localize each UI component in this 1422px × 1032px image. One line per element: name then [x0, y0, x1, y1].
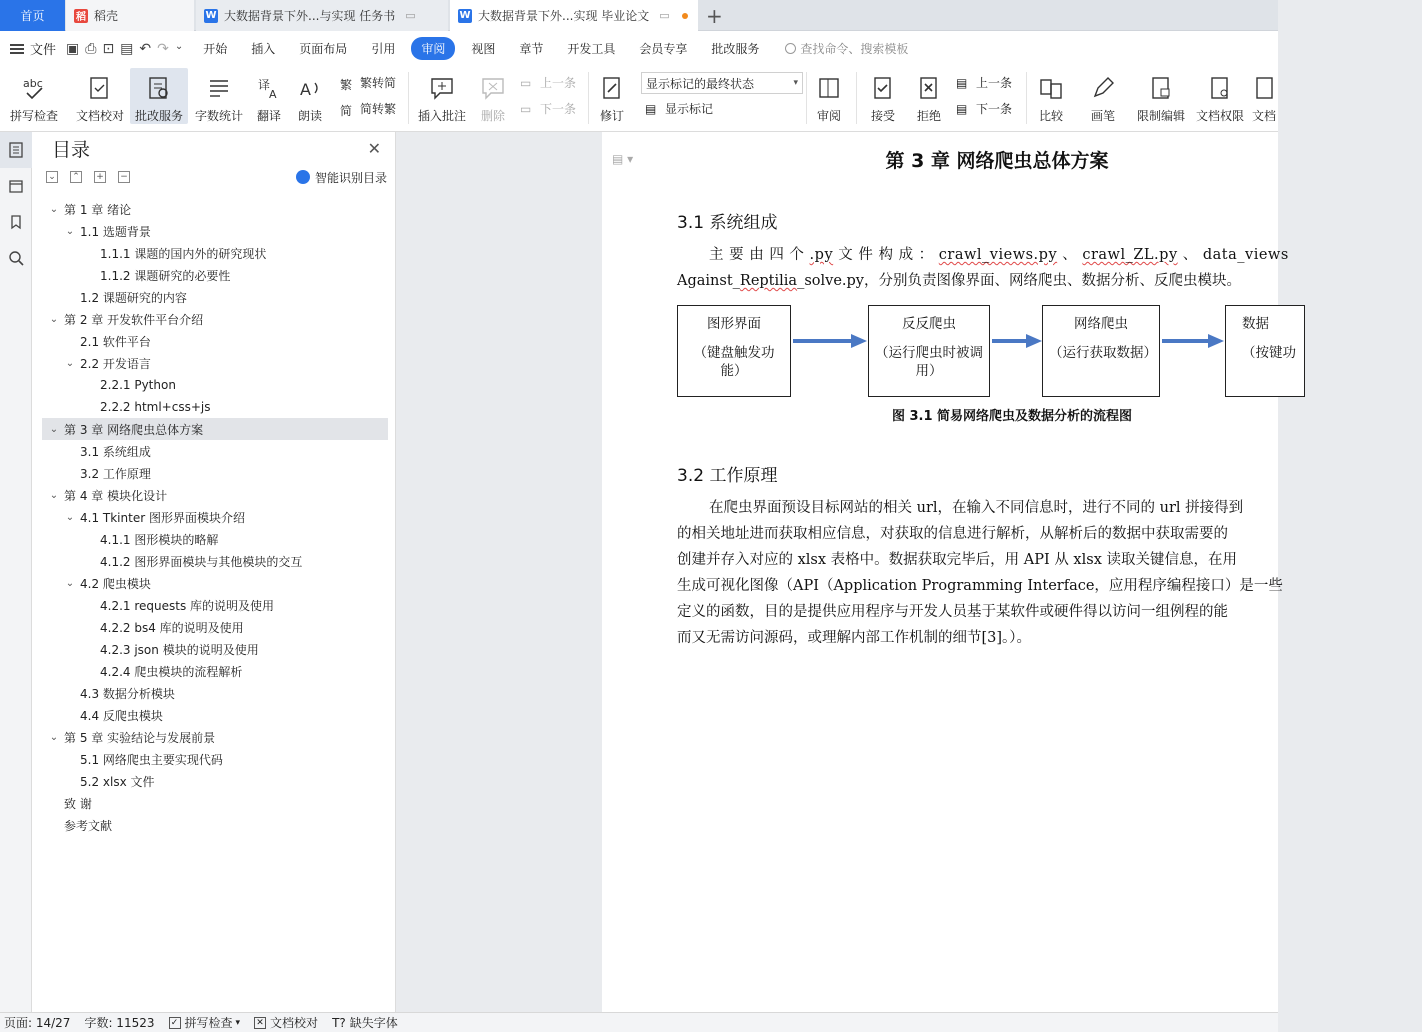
track-changes-icon — [599, 75, 625, 101]
next-comment-button[interactable] — [520, 100, 576, 117]
flow-arrow — [791, 332, 869, 350]
undo-icon[interactable]: ↶ — [139, 40, 152, 57]
doc-proof-icon — [87, 75, 113, 101]
redo-icon[interactable]: ↷ — [157, 40, 169, 57]
prev-change-icon: ▤ — [956, 75, 968, 90]
missing-font-label: 缺失字体 — [349, 1016, 398, 1030]
chapter-title: 第 3 章 网络爬虫总体方案 — [885, 150, 1109, 172]
toc-item-label: 2.1 软件平台 — [80, 334, 151, 349]
toc-item-label: 1.1.1 课题的国内外的研究现状 — [100, 246, 267, 261]
compare-button[interactable] — [1032, 68, 1070, 124]
toc-item[interactable] — [42, 572, 388, 594]
paragraph-line: 在爬虫界面预设目标网站的相关 url，在输入不同信息时，进行不同的 url 拼接得到 — [709, 500, 1244, 516]
word-count-label: 字数统计 — [194, 109, 243, 123]
track-changes-button[interactable] — [594, 68, 630, 124]
toc-item-label: 第 1 章 绪论 — [64, 202, 132, 217]
section-title: 3.2 工作原理 — [677, 466, 778, 486]
trad-simp-icon: 繁 — [340, 77, 353, 92]
correction-service-icon — [146, 75, 172, 101]
lock-doc-icon — [1148, 75, 1174, 101]
flow-box-title: 反反爬虫 — [902, 316, 956, 332]
word-count-button[interactable] — [192, 68, 246, 124]
quick-access-toolbar — [66, 41, 183, 57]
doc-more-label: 文档 — [1252, 109, 1277, 123]
text-run: 主 要 由 四 个 — [709, 247, 810, 263]
section-title: 3.1 系统组成 — [677, 213, 778, 233]
restrict-edit-button[interactable] — [1134, 68, 1188, 124]
read-aloud-icon — [297, 75, 323, 101]
toc-item[interactable] — [42, 594, 388, 616]
pen-label: 画笔 — [1090, 109, 1115, 123]
save-icon[interactable]: ▣ — [66, 40, 80, 57]
ribbon-separator — [588, 72, 589, 124]
page-layout-icon[interactable]: ▤ ▾ — [612, 152, 634, 166]
review-pane-label: 审阅 — [816, 109, 841, 123]
smart-toc-button[interactable] — [296, 169, 387, 186]
chevron-down-icon[interactable]: ⌄ — [49, 731, 59, 743]
toc-header — [32, 132, 395, 164]
pen-icon — [1090, 75, 1116, 101]
accept-icon — [870, 75, 896, 101]
markup-status-value: 显示标记的最终状态 — [646, 76, 755, 91]
reject-icon — [916, 75, 942, 101]
toc-item-label: 1.1.2 课题研究的必要性 — [100, 268, 231, 283]
chevron-down-icon[interactable]: ⌄ — [49, 489, 59, 501]
toc-item-label: 第 5 章 实验结论与发展前景 — [64, 730, 216, 745]
text-run: 、 — [1177, 247, 1203, 263]
text-run: 文 件 构 成 ： — [833, 247, 934, 263]
accept-label: 接受 — [870, 109, 895, 123]
chevron-down-icon[interactable]: ⌄ — [49, 423, 59, 435]
tab-thesis-doc[interactable] — [450, 0, 698, 31]
toc-item-label: 1.1 选题背景 — [80, 224, 151, 239]
spell-check-icon — [21, 75, 47, 101]
delete-comment-button[interactable] — [474, 68, 512, 124]
next-change-label: 下一条 — [976, 102, 1013, 116]
menu-bar — [0, 31, 1278, 66]
markup-status-select[interactable] — [641, 72, 803, 94]
show-markup-icon: ▤ — [645, 101, 657, 116]
toc-item-label: 4.2.4 爬虫模块的流程解析 — [100, 664, 243, 679]
flow-box — [1042, 305, 1160, 397]
toc-item-label: 5.1 网络爬虫主要实现代码 — [80, 752, 223, 767]
tab-home[interactable]: 首页 — [0, 0, 65, 31]
next-change-button[interactable] — [956, 100, 1012, 117]
prev-comment-icon: ▭ — [520, 75, 532, 90]
toc-item-label: 4.1 Tkinter 图形界面模块介绍 — [80, 510, 245, 525]
pen-button[interactable] — [1084, 68, 1122, 124]
expand-all-icon[interactable]: ⌄ — [46, 171, 58, 183]
word-count-icon — [206, 75, 232, 101]
translate-label: 翻译 — [256, 109, 281, 123]
flow-arrow — [990, 332, 1044, 350]
toc-item[interactable] — [42, 308, 388, 330]
toc-item-label: 4.2.3 json 模块的说明及使用 — [100, 642, 259, 657]
hamburger-icon — [10, 44, 24, 54]
paragraph-line: 的相关地址进而获取相应信息，对获取的信息进行解析，从解析后的数据中获取需要的 — [677, 526, 1228, 542]
new-tab-button[interactable]: + — [706, 4, 723, 28]
text-run: 、 — [1057, 247, 1083, 263]
spell-check-button[interactable] — [4, 68, 64, 124]
toc-panel-icon[interactable] — [0, 132, 32, 168]
flow-box — [677, 305, 791, 397]
toc-item[interactable] — [42, 682, 388, 704]
tab-task-doc-label: 大数据背景下外...与实现 任务书 — [224, 9, 396, 23]
toc-item[interactable] — [42, 484, 388, 506]
compare-icon — [1038, 75, 1064, 101]
flow-box-title: 网络爬虫 — [1074, 316, 1128, 332]
prev-comment-button[interactable] — [520, 74, 576, 91]
flow-box-title: 图形界面 — [707, 316, 761, 332]
toc-item[interactable] — [42, 770, 388, 792]
toc-item[interactable] — [42, 704, 388, 726]
menu-review[interactable]: 审阅 — [411, 37, 455, 60]
file-menu-label: 文件 — [30, 43, 57, 58]
screen-icon: ▭ — [405, 9, 416, 22]
menu-correction[interactable]: 批改服务 — [711, 42, 760, 56]
document-page[interactable] — [602, 132, 1296, 1012]
toc-item-label: 参考文献 — [64, 818, 113, 833]
toc-item[interactable] — [42, 220, 388, 242]
flow-box-desc: （按键功 — [1242, 345, 1296, 361]
toc-item[interactable] — [42, 814, 388, 836]
text-run: _solve.py — [797, 273, 864, 289]
svg-text:A: A — [300, 80, 311, 99]
paragraph-line: 而又无需访问源码，或理解内部工作机制的细节[3]。）。 — [677, 630, 1032, 646]
close-icon[interactable]: ✕ — [367, 138, 381, 158]
doc-permission-button[interactable] — [1194, 68, 1246, 124]
paragraph-line — [677, 268, 1241, 294]
export-pdf-icon[interactable]: ▤ — [120, 40, 134, 57]
proof-icon: ✕ — [254, 1017, 266, 1029]
ribbon-toolbar — [0, 66, 1278, 132]
command-search[interactable] — [785, 40, 908, 57]
text-run: Reptilia — [739, 273, 798, 289]
toc-item[interactable] — [42, 198, 388, 220]
tab-task-doc[interactable] — [196, 0, 448, 31]
spell-check-status-label: 拼写检查 — [184, 1016, 233, 1030]
toc-item[interactable] — [42, 528, 388, 550]
review-pane-button[interactable] — [810, 68, 848, 124]
toc-item-label: 2.2.2 html+css+js — [100, 400, 211, 414]
menu-developer[interactable]: 开发工具 — [567, 42, 616, 56]
translate-button[interactable] — [250, 68, 288, 124]
toc-item[interactable] — [42, 264, 388, 286]
dropdown-arrow-icon: ▾ — [235, 1017, 241, 1028]
toc-item[interactable] — [42, 550, 388, 572]
spell-check-label: 拼写检查 — [9, 109, 58, 123]
next-comment-label: 下一条 — [540, 102, 577, 116]
toc-item-label: 4.3 数据分析模块 — [80, 686, 175, 701]
trad-to-simp-label: 繁转简 — [360, 76, 397, 90]
daoke-icon: 稻 — [74, 9, 88, 23]
show-markup-button[interactable] — [645, 100, 713, 117]
tab-bar — [0, 0, 1278, 31]
toc-title: 目录 — [52, 138, 91, 161]
toc-controls — [32, 164, 395, 190]
toc-item-label: 第 4 章 模块化设计 — [64, 488, 168, 503]
toc-item[interactable] — [42, 726, 388, 748]
restrict-edit-label: 限制编辑 — [1136, 109, 1185, 123]
toc-item-label: 3.1 系统组成 — [80, 444, 151, 459]
ribbon-separator — [856, 72, 857, 124]
add-level-icon[interactable]: + — [94, 171, 106, 183]
toc-item-label: 4.2 爬虫模块 — [80, 576, 151, 591]
checkbox-icon: ✓ — [169, 1017, 181, 1029]
word-count-indicator[interactable]: 字数: 11523 — [84, 1016, 155, 1030]
toc-item[interactable] — [42, 462, 388, 484]
flow-box-title: 数据 — [1242, 316, 1269, 332]
file-menu[interactable] — [0, 39, 62, 58]
writer-doc-icon: W — [205, 10, 217, 21]
next-change-icon: ▤ — [956, 101, 968, 116]
show-markup-label: 显示标记 — [665, 102, 714, 116]
correction-service-label: 批改服务 — [134, 109, 183, 123]
paragraph-line — [709, 242, 1289, 268]
screen-icon: ▭ — [659, 9, 670, 22]
paragraph-line: 定义的函数，目的是提供应用程序与开发人员基于某软件或硬件得以访问一组例程的能 — [677, 604, 1228, 620]
figure-caption: 图 3.1 简易网络爬虫及数据分析的流程图 — [891, 409, 1133, 424]
flow-arrow — [1160, 332, 1226, 350]
review-pane-icon — [816, 75, 842, 101]
menu-reference[interactable]: 引用 — [371, 42, 396, 56]
missing-font-button[interactable] — [332, 1014, 398, 1031]
toc-item-label: 致 谢 — [64, 796, 92, 811]
print-icon[interactable]: ⎙ — [85, 40, 97, 57]
toc-item[interactable] — [42, 638, 388, 660]
delete-comment-icon — [480, 75, 506, 101]
toc-item-label: 4.1.1 图形模块的略解 — [100, 532, 219, 547]
next-comment-icon: ▭ — [520, 101, 532, 116]
toc-item[interactable] — [42, 792, 388, 814]
smart-toc-label: 智能识别目录 — [314, 170, 387, 185]
page-indicator[interactable]: 页面: 14/27 — [4, 1016, 71, 1030]
toc-list — [42, 198, 388, 836]
left-sidebar-strip — [0, 132, 32, 1012]
tab-thesis-doc-label: 大数据背景下外...实现 毕业论文 — [478, 9, 650, 23]
search-icon[interactable] — [0, 240, 32, 276]
prev-change-button[interactable] — [956, 74, 1012, 91]
correction-service-button[interactable] — [130, 68, 188, 124]
toc-item[interactable] — [42, 396, 388, 418]
text-run: data_views — [1202, 247, 1289, 263]
flow-box — [868, 305, 990, 397]
doc-proof-toggle[interactable] — [254, 1014, 318, 1031]
toc-item[interactable] — [42, 330, 388, 352]
toc-item[interactable] — [42, 374, 388, 396]
svg-text:译: 译 — [258, 78, 271, 92]
menu-member[interactable]: 会员专享 — [639, 42, 688, 56]
toc-item[interactable] — [42, 440, 388, 462]
doc-proof-button[interactable] — [72, 68, 128, 124]
search-icon — [785, 43, 796, 54]
missing-font-icon: T? — [332, 1015, 346, 1030]
simp-to-trad-label: 简转繁 — [360, 102, 397, 116]
text-run: .py — [809, 247, 834, 263]
toc-item-label: 2.2.1 Python — [100, 378, 176, 392]
spell-check-toggle[interactable] — [169, 1014, 241, 1031]
text-run: crawl_ZL.py — [1082, 247, 1178, 263]
paragraph-line: 生成可视化图像（API（Application Programming Interface，应用程序编程接口）是一些 — [677, 578, 1283, 594]
track-changes-label: 修订 — [599, 109, 624, 123]
read-aloud-label: 朗读 — [297, 109, 322, 123]
unsaved-dot — [682, 13, 688, 19]
ribbon-separator — [1026, 72, 1027, 124]
print-preview-icon[interactable]: ⊡ — [102, 40, 115, 57]
toc-item-label: 5.2 xlsx 文件 — [80, 774, 155, 789]
toc-item[interactable] — [42, 506, 388, 528]
toc-item[interactable] — [42, 352, 388, 374]
menu-chapter[interactable]: 章节 — [519, 42, 544, 56]
toc-item-label: 第 3 章 网络爬虫总体方案 — [64, 422, 204, 437]
toc-item-label: 4.2.2 bs4 库的说明及使用 — [100, 620, 244, 635]
translate-icon — [256, 75, 282, 101]
toc-panel — [32, 132, 396, 1012]
chevron-down-icon[interactable]: ⌄ — [49, 203, 59, 215]
prev-comment-label: 上一条 — [540, 76, 577, 90]
ribbon-separator — [806, 72, 807, 124]
chevron-down-icon[interactable]: ⌄ — [65, 511, 75, 523]
doc-more-icon — [1252, 75, 1278, 101]
flow-box-desc: （运行爬虫时被调用） — [875, 345, 983, 379]
delete-comment-label: 删除 — [480, 109, 505, 123]
writer-doc-icon: W — [459, 10, 471, 21]
insert-comment-label: 插入批注 — [417, 109, 466, 123]
toc-item-label: 4.2.1 requests 库的说明及使用 — [100, 598, 275, 613]
doc-permission-label: 文档权限 — [1195, 109, 1244, 123]
toc-item-label: 第 2 章 开发软件平台介绍 — [64, 312, 204, 327]
simp-trad-icon: 简 — [340, 103, 353, 118]
read-aloud-button[interactable] — [292, 68, 328, 124]
flow-box-desc: （运行获取数据） — [1049, 345, 1157, 361]
trad-to-simp-button[interactable] — [340, 74, 396, 91]
toc-item-label: 4.1.2 图形界面模块与其他模块的交互 — [100, 554, 303, 569]
doc-more-button[interactable] — [1252, 68, 1278, 124]
flow-box-desc: （键盘触发功能） — [693, 345, 775, 379]
flow-box — [1225, 305, 1305, 397]
toc-item[interactable] — [42, 418, 388, 440]
doc-proof-status-label: 文档校对 — [270, 1016, 319, 1030]
chevron-down-icon[interactable]: ⌄ — [65, 225, 75, 237]
toc-item-label: 4.4 反爬虫模块 — [80, 708, 163, 723]
menu-insert[interactable]: 插入 — [251, 42, 276, 56]
toc-item[interactable] — [42, 286, 388, 308]
text-run: Against_ — [677, 273, 740, 289]
svg-text:A: A — [269, 88, 277, 101]
chevron-down-icon[interactable]: ⌄ — [65, 357, 75, 369]
text-run: crawl_views.py — [938, 247, 1058, 263]
toc-item[interactable] — [42, 660, 388, 682]
menu-view[interactable]: 视图 — [471, 42, 496, 56]
tab-daoke-label: 稻壳 — [94, 9, 119, 23]
menu-start[interactable]: 开始 — [203, 42, 228, 56]
customize-chevron-icon[interactable]: ⌄ — [174, 40, 184, 52]
comment-icon — [429, 75, 455, 101]
reject-label: 拒绝 — [916, 109, 941, 123]
dropdown-arrow-icon: ▾ — [793, 78, 798, 88]
simp-to-trad-button[interactable] — [340, 100, 396, 117]
command-search-placeholder: 查找命令、搜索模板 — [800, 42, 909, 56]
doc-permission-icon — [1207, 75, 1233, 101]
toc-item[interactable] — [42, 748, 388, 770]
ribbon-separator — [408, 72, 409, 124]
paragraph-line: 创建并存入对应的 xlsx 表格中。数据获取完毕后，用 API 从 xlsx 读取关键信息，在用 — [677, 552, 1237, 568]
toc-item[interactable] — [42, 242, 388, 264]
insert-comment-button[interactable] — [414, 68, 470, 124]
toc-item-label: 1.2 课题研究的内容 — [80, 290, 187, 305]
chapter-nav-icon[interactable] — [0, 168, 32, 204]
toc-item[interactable] — [42, 616, 388, 638]
reject-button[interactable] — [910, 68, 948, 124]
chevron-down-icon[interactable]: ⌄ — [49, 313, 59, 325]
prev-change-label: 上一条 — [976, 76, 1013, 90]
svg-text:abc: abc — [23, 77, 43, 90]
collapse-all-icon[interactable]: ⌃ — [70, 171, 82, 183]
accept-button[interactable] — [864, 68, 902, 124]
status-bar — [0, 1012, 1278, 1032]
doc-proof-label: 文档校对 — [75, 109, 124, 123]
compare-label: 比较 — [1038, 109, 1063, 123]
menu-page-layout[interactable]: 页面布局 — [299, 42, 348, 56]
panel-splitter[interactable] — [396, 132, 404, 1012]
ai-icon — [296, 170, 310, 184]
toc-item-label: 3.2 工作原理 — [80, 466, 151, 481]
toc-item-label: 2.2 开发语言 — [80, 356, 151, 371]
text-run: ，分别负责图像界面、网络爬虫、数据分析、反爬虫模块。 — [864, 273, 1241, 289]
tab-daoke[interactable] — [66, 0, 194, 31]
chevron-down-icon[interactable]: ⌄ — [65, 577, 75, 589]
remove-level-icon[interactable]: − — [118, 171, 130, 183]
bookmark-icon[interactable] — [0, 204, 32, 240]
